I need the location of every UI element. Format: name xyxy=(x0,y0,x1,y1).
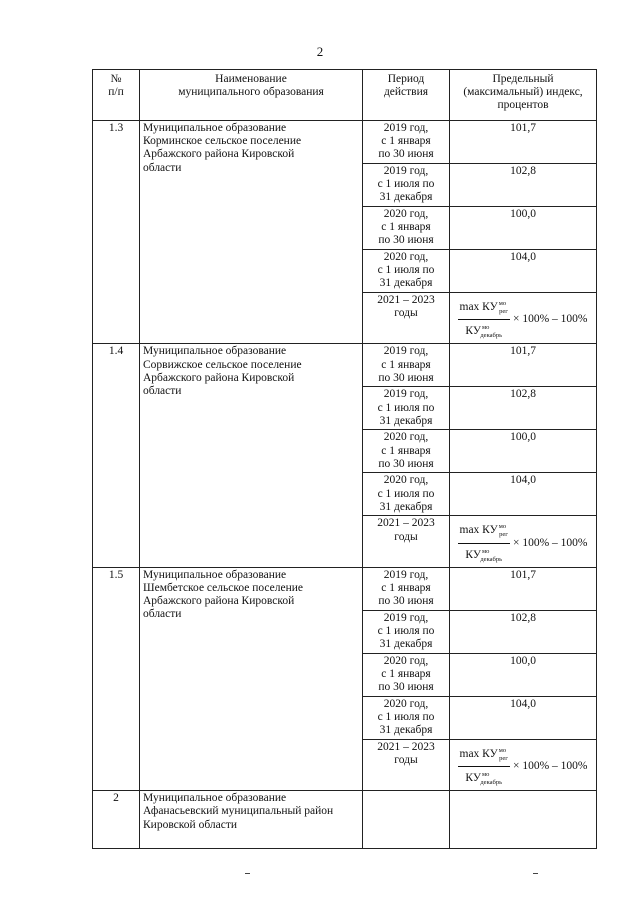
index-value: 100,0 xyxy=(450,653,597,696)
index-value: 101,7 xyxy=(450,121,597,164)
row-number: 2 xyxy=(93,791,140,849)
period-cell: 2020 год, с 1 июля по 31 декабря xyxy=(363,696,450,739)
municipality-name: Муниципальное образование Шембетское сельское поселение Арбажского района Кировской области xyxy=(140,567,363,790)
index-value: 104,0 xyxy=(450,473,597,516)
header-number: № п/п xyxy=(93,70,140,121)
formula-fraction xyxy=(458,744,510,789)
formula-fraction xyxy=(458,297,510,342)
period-cell: 2019 год, с 1 июля по 31 декабря xyxy=(363,164,450,207)
period-cell: 2019 год, с 1 января по 30 июня xyxy=(363,121,450,164)
index-formula-cell xyxy=(450,516,597,567)
formula-max-ku: max КУ xyxy=(459,524,498,537)
formula-sup: мо xyxy=(498,746,507,754)
formula-denominator xyxy=(463,320,504,342)
index-value: 101,7 xyxy=(450,567,597,610)
municipality-name: Муниципальное образование Афанасьевский муниципальный район Кировской области xyxy=(140,791,363,849)
formula-max-ku: max КУ xyxy=(459,301,498,313)
municipality-name: Муниципальное образование Сорвижское сельское поселение Арбажского района Кировской области xyxy=(140,344,363,567)
header-period: Период действия xyxy=(363,70,450,121)
table-row xyxy=(93,567,597,610)
index-formula-cell xyxy=(450,739,597,790)
formula-sup: мо xyxy=(498,300,507,307)
formula-ku: КУ xyxy=(465,772,481,785)
row-number: 1.5 xyxy=(93,567,140,790)
formula-tail: × 100% – 100% xyxy=(512,536,588,549)
index-value: 102,8 xyxy=(450,164,597,207)
table-row xyxy=(93,344,597,387)
index-value: 102,8 xyxy=(450,610,597,653)
formula-numerator xyxy=(458,744,510,767)
formula-numerator xyxy=(458,520,510,543)
table-body xyxy=(93,121,597,849)
formula-sub: рег xyxy=(499,308,508,315)
scan-mark xyxy=(245,873,250,874)
table-header-row xyxy=(93,70,597,121)
period-cell: 2019 год, с 1 января по 30 июня xyxy=(363,567,450,610)
formula-ku: КУ xyxy=(465,325,481,338)
index-formula xyxy=(458,297,588,342)
period-cell: 2020 год, с 1 июля по 31 декабря xyxy=(363,473,450,516)
index-value: 100,0 xyxy=(450,207,597,250)
formula-sup: мо xyxy=(498,523,507,531)
formula-sup: мо xyxy=(482,547,490,555)
formula-sub: декабрь xyxy=(480,779,503,787)
formula-numerator xyxy=(458,297,510,320)
index-value xyxy=(450,791,597,849)
index-formula xyxy=(458,744,588,789)
period-cell: 2021 – 2023 годы xyxy=(363,293,450,344)
page-number: 2 xyxy=(316,44,324,59)
formula-denominator xyxy=(463,544,504,566)
period-cell: 2019 год, с 1 июля по 31 декабря xyxy=(363,387,450,430)
period-cell: 2020 год, с 1 января по 30 июня xyxy=(363,430,450,473)
formula-tail: × 100% – 100% xyxy=(512,313,588,326)
formula-sub: декабрь xyxy=(480,332,503,340)
header-name: Наименование муниципального образования xyxy=(140,70,363,121)
period-cell: 2020 год, с 1 июля по 31 декабря xyxy=(363,250,450,293)
scan-mark xyxy=(533,873,538,874)
index-value: 102,8 xyxy=(450,387,597,430)
period-cell: 2020 год, с 1 января по 30 июня xyxy=(363,653,450,696)
formula-sup: мо xyxy=(482,324,490,332)
index-formula xyxy=(458,520,588,565)
index-value: 101,7 xyxy=(450,344,597,387)
formula-ku: КУ xyxy=(465,548,481,561)
index-value: 104,0 xyxy=(450,696,597,739)
row-number: 1.4 xyxy=(93,344,140,567)
formula-fraction xyxy=(458,520,510,565)
table-row xyxy=(93,121,597,164)
index-value: 100,0 xyxy=(450,430,597,473)
formula-sub: рег xyxy=(499,754,508,762)
period-cell: 2021 – 2023 годы xyxy=(363,739,450,790)
row-number: 1.3 xyxy=(93,121,140,344)
tariff-index-table xyxy=(92,69,597,849)
formula-sup: мо xyxy=(482,771,490,779)
table-row xyxy=(93,791,597,849)
formula-sub: рег xyxy=(499,531,508,539)
index-value: 104,0 xyxy=(450,250,597,293)
municipality-name: Муниципальное образование Корминское сельское поселение Арбажского района Кировской области xyxy=(140,121,363,344)
period-cell: 2019 год, с 1 июля по 31 декабря xyxy=(363,610,450,653)
formula-tail: × 100% – 100% xyxy=(512,759,588,772)
header-index: Предельный (максимальный) индекс, процентов xyxy=(450,70,597,121)
index-formula-cell xyxy=(450,293,597,344)
period-cell: 2019 год, с 1 января по 30 июня xyxy=(363,344,450,387)
formula-max-ku: max КУ xyxy=(459,747,498,760)
formula-denominator xyxy=(463,767,504,789)
period-cell xyxy=(363,791,450,849)
period-cell: 2020 год, с 1 января по 30 июня xyxy=(363,207,450,250)
formula-sub: декабрь xyxy=(480,555,503,563)
period-cell: 2021 – 2023 годы xyxy=(363,516,450,567)
